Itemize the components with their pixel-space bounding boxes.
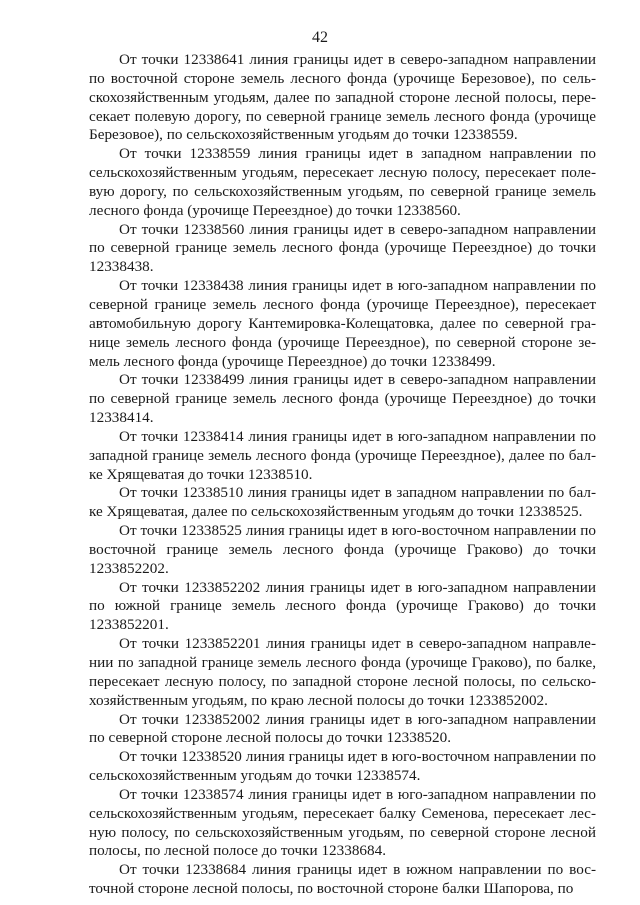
boundary-paragraph-3: От точки 12338560 линия границы идет в северо-западном направлении по северной границе земель лесного фонда (урочище Переездное) до точки 12338438.	[89, 220, 596, 276]
boundary-paragraph-8: От точки 12338525 линия границы идет в юго-восточном направлении по восточной границе земель лесного фонда (урочище Граково) до точки 1233852202.	[89, 522, 596, 577]
boundary-paragraph-10: От точки 1233852201 линия границы идет в северо-западном направлении по западной границе земель лесного фонда (урочище Граково), по балке, пересекает лесную полосу, по западной стороне лесной полосы, по сельскохозяйственным угодьям, по краю лесной полосы до точки 1233852002.	[89, 635, 596, 709]
boundary-paragraph-4: От точки 12338438 линия границы идет в юго-западном направлении по северной границе земель лесного фонда (урочище Переездное), пересекает автомобильную дорогу Кантемировка-Колещатовка, далее по северной границе земель лесного фонда (урочище Переездное), по северной стороне земель лесного фонда (урочище Переездное) до точки 12338499.	[89, 277, 596, 370]
boundary-paragraph-5: От точки 12338499 линия границы идет в северо-западном направлении по северной границе земель лесного фонда (урочище Переездное) до точки 12338414.	[89, 371, 596, 427]
boundary-paragraph-13: От точки 12338574 линия границы идет в юго-западном направлении по сельскохозяйственным угодьям, пересекает балку Семенова, пересекает лесную полосу, по сельскохозяйственным угодьям, по северной стороне лесной полосы, по лесной полосе до точки 12338684.	[89, 785, 596, 860]
boundary-paragraph-1: От точки 12338641 линия границы идет в северо-западном направлении по восточной стороне земель лесного фонда (урочище Березовое), по сельскохозяйственным угодьям, далее по западной стороне лесной полосы, пересекает полевую дорогу, по северной границе земель лесного фонда (урочище Березовое), по сельскохозяйственным угодьям до точки 12338559.	[89, 51, 596, 144]
boundary-paragraph-6: От точки 12338414 линия границы идет в юго-западном направлении по западной границе земель лесного фонда (урочище Переездное), далее по балке Хрящеватая до точки 12338510.	[89, 427, 596, 483]
boundary-paragraph-14: От точки 12338684 линия границы идет в южном направлении по восточной стороне лесной полосы, по восточной стороне балки Шапорова, по	[89, 861, 596, 898]
boundary-paragraph-11: От точки 1233852002 линия границы идет в юго-западном направлении по северной стороне лесной полосы до точки 12338520.	[89, 710, 596, 747]
boundary-paragraph-12: От точки 12338520 линия границы идет в юго-восточном направлении по сельскохозяйственным угодьям до точки 12338574.	[89, 748, 596, 785]
boundary-paragraph-2: От точки 12338559 линия границы идет в западном направлении по сельскохозяйственным угодьям, пересекает лесную полосу, пересекает полевую дорогу, по сельскохозяйственным угодьям, по северной границе земель лесного фонда (урочище Переездное) до точки 12338560.	[89, 145, 596, 219]
page-number: 42	[312, 29, 328, 46]
boundary-paragraph-9: От точки 1233852202 линия границы идет в юго-западном направлении по южной границе земель лесного фонда (урочище Граково) до точки 1233852201.	[89, 578, 596, 634]
document-body	[89, 51, 596, 899]
boundary-paragraph-7: От точки 12338510 линия границы идет в западном направлении по балке Хрящеватая, далее по сельскохозяйственным угодьям до точки 12338525.	[89, 484, 596, 521]
